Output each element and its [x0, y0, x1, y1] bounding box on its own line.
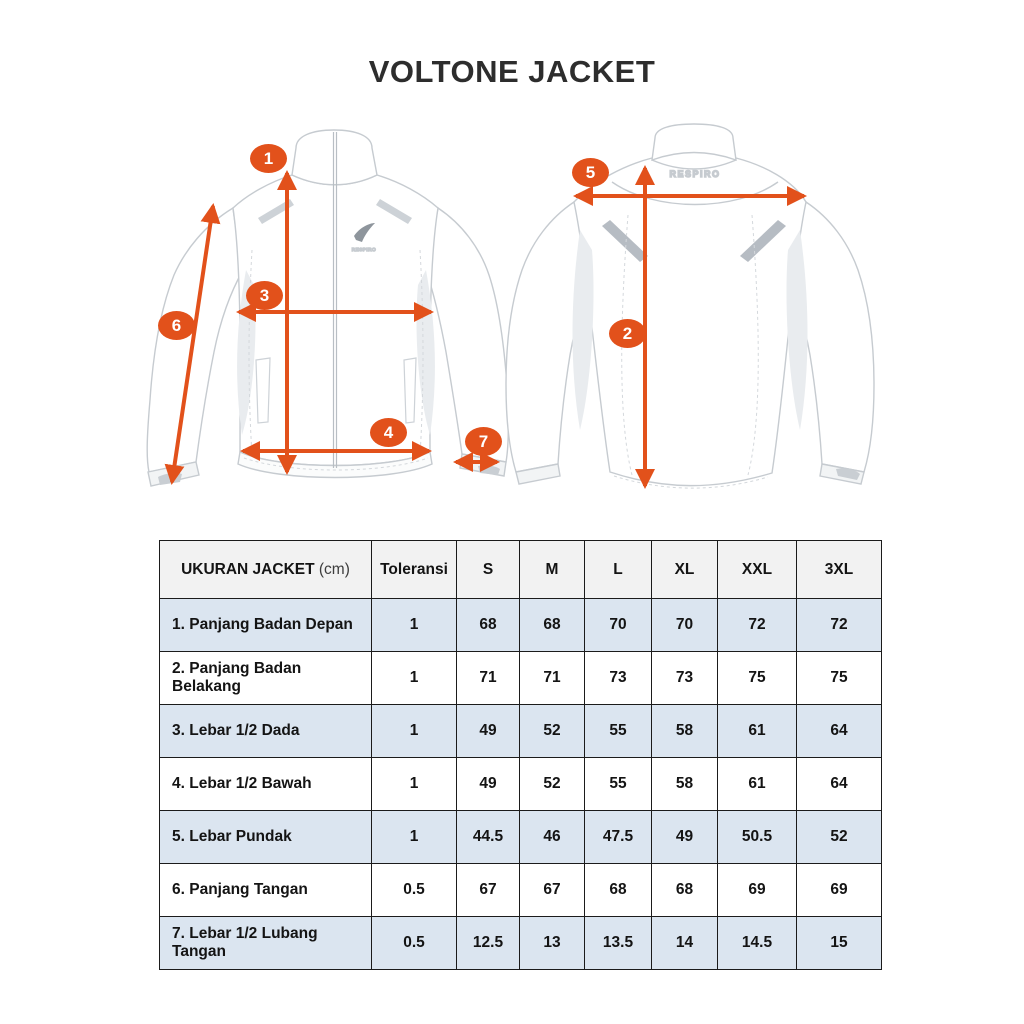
size-value-cell: 64 — [797, 758, 882, 811]
header-size-xl: XL — [652, 541, 718, 599]
size-value-cell: 69 — [718, 864, 797, 917]
size-value-cell: 70 — [652, 599, 718, 652]
size-value-cell: 67 — [457, 864, 520, 917]
table-row — [160, 652, 882, 705]
size-value-cell: 52 — [520, 758, 585, 811]
measurement-marker-6: 6 — [158, 311, 195, 340]
measurement-marker-1: 1 — [250, 144, 287, 173]
header-size-s: S — [457, 541, 520, 599]
size-value-cell: 49 — [457, 705, 520, 758]
table-row — [160, 705, 882, 758]
row-label-cell: 6. Panjang Tangan — [160, 864, 372, 917]
size-table-header-row — [160, 541, 882, 599]
size-value-cell: 13.5 — [585, 917, 652, 970]
tolerance-cell: 1 — [372, 705, 457, 758]
size-value-cell: 15 — [797, 917, 882, 970]
measurement-marker-3: 3 — [246, 281, 283, 310]
header-ukuran-jacket — [160, 541, 372, 599]
header-toleransi: Toleransi — [372, 541, 457, 599]
header-unit: (cm) — [318, 560, 350, 578]
size-value-cell: 50.5 — [718, 811, 797, 864]
tolerance-cell: 0.5 — [372, 917, 457, 970]
row-label-cell: 3. Lebar 1/2 Dada — [160, 705, 372, 758]
tolerance-cell: 0.5 — [372, 864, 457, 917]
tolerance-cell: 1 — [372, 599, 457, 652]
tolerance-cell: 1 — [372, 652, 457, 705]
brand-text-back: RESPIRO — [669, 169, 721, 179]
size-value-cell: 71 — [520, 652, 585, 705]
table-row — [160, 864, 882, 917]
size-value-cell: 52 — [520, 705, 585, 758]
table-row — [160, 917, 882, 970]
header-size-3xl: 3XL — [797, 541, 882, 599]
size-value-cell: 58 — [652, 758, 718, 811]
size-value-cell: 61 — [718, 758, 797, 811]
row-label-cell: 7. Lebar 1/2 Lubang Tangan — [160, 917, 372, 970]
tolerance-cell: 1 — [372, 758, 457, 811]
size-value-cell: 68 — [652, 864, 718, 917]
size-value-cell: 71 — [457, 652, 520, 705]
size-table — [159, 540, 882, 970]
size-value-cell: 64 — [797, 705, 882, 758]
table-row — [160, 811, 882, 864]
size-value-cell: 12.5 — [457, 917, 520, 970]
measurement-marker-5: 5 — [572, 158, 609, 187]
size-value-cell: 75 — [718, 652, 797, 705]
size-value-cell: 69 — [797, 864, 882, 917]
size-value-cell: 73 — [652, 652, 718, 705]
measurement-marker-2: 2 — [609, 319, 646, 348]
size-value-cell: 68 — [585, 864, 652, 917]
size-value-cell: 13 — [520, 917, 585, 970]
size-value-cell: 68 — [520, 599, 585, 652]
table-row — [160, 599, 882, 652]
size-value-cell: 46 — [520, 811, 585, 864]
row-label-cell: 2. Panjang Badan Belakang — [160, 652, 372, 705]
size-value-cell: 49 — [652, 811, 718, 864]
measurement-marker-7: 7 — [465, 427, 502, 456]
size-value-cell: 72 — [718, 599, 797, 652]
size-table-body — [160, 599, 882, 970]
tolerance-cell: 1 — [372, 811, 457, 864]
row-label-cell: 4. Lebar 1/2 Bawah — [160, 758, 372, 811]
size-value-cell: 75 — [797, 652, 882, 705]
size-value-cell: 61 — [718, 705, 797, 758]
jacket-back-illustration — [506, 124, 874, 488]
header-size-l: L — [585, 541, 652, 599]
table-row — [160, 758, 882, 811]
size-value-cell: 55 — [585, 758, 652, 811]
jacket-front-illustration — [147, 130, 508, 486]
size-value-cell: 14.5 — [718, 917, 797, 970]
row-label-cell: 5. Lebar Pundak — [160, 811, 372, 864]
size-value-cell: 72 — [797, 599, 882, 652]
size-value-cell: 14 — [652, 917, 718, 970]
header-label: UKURAN JACKET — [181, 560, 315, 578]
size-value-cell: 73 — [585, 652, 652, 705]
page-title: VOLTONE JACKET — [368, 54, 656, 89]
size-value-cell: 70 — [585, 599, 652, 652]
size-value-cell: 67 — [520, 864, 585, 917]
size-value-cell: 58 — [652, 705, 718, 758]
size-value-cell: 52 — [797, 811, 882, 864]
brand-text-front: RESPIRO — [351, 247, 377, 252]
size-value-cell: 55 — [585, 705, 652, 758]
row-label-cell: 1. Panjang Badan Depan — [160, 599, 372, 652]
size-value-cell: 47.5 — [585, 811, 652, 864]
header-size-xxl: XXL — [718, 541, 797, 599]
size-value-cell: 44.5 — [457, 811, 520, 864]
jacket-diagram-canvas — [0, 120, 1024, 530]
measurement-marker-4: 4 — [370, 418, 407, 447]
size-value-cell: 49 — [457, 758, 520, 811]
header-size-m: M — [520, 541, 585, 599]
size-value-cell: 68 — [457, 599, 520, 652]
jacket-diagram — [0, 120, 1024, 530]
